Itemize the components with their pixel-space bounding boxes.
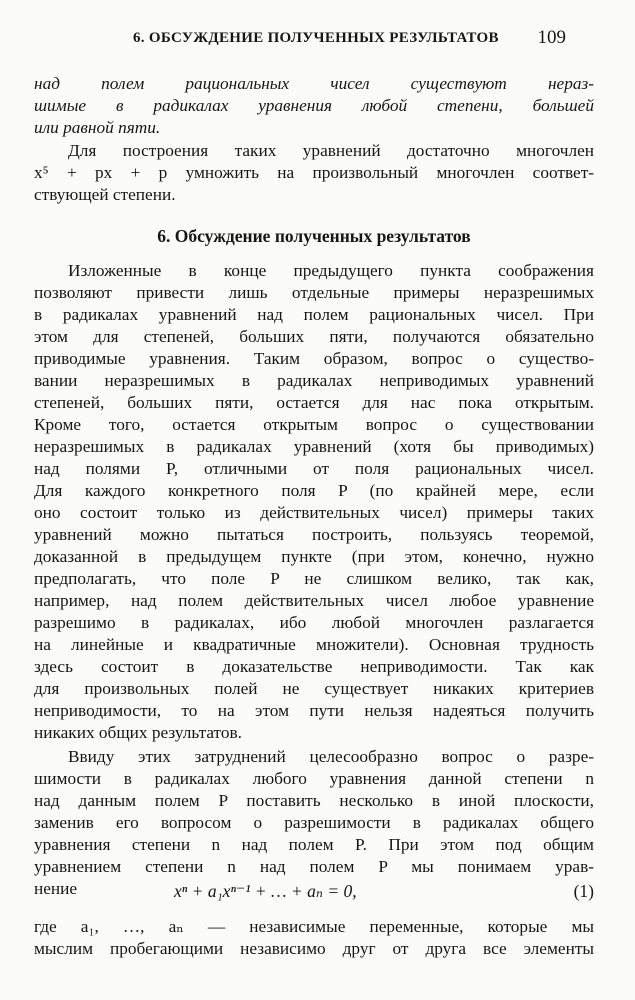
p1-line: позволяют привести лишь отдельные примеры неразрешимых [34, 283, 594, 302]
p1-line: например, над полем действительных чисел любое уравнение [34, 591, 594, 610]
p2-line: уравнения степени n над полем P. При этом под общим [34, 835, 594, 854]
intro-italic-line-3: или равной пяти. [34, 118, 161, 137]
p1-line: Для каждого конкретного поля P (по крайней мере, если [34, 481, 594, 500]
p2-line: уравнением степени n над полем P мы понимаем урав- [34, 857, 594, 876]
p1-line: вании неразрешимых в радикалах неприводимых уравнений [34, 371, 594, 390]
intro-line-1: Для построения таких уравнений достаточно многочлен [68, 141, 594, 160]
equation-number: (1) [573, 881, 594, 901]
p3-line: мыслим пробегающими независимо друг от друга все элементы [34, 939, 594, 958]
equation-expression: xⁿ + a₁xⁿ⁻¹ + … + aₙ = 0, [174, 881, 357, 901]
p3-line: где a₁, …, aₙ — независимые переменные, которые мы [34, 917, 594, 936]
page-number: 109 [537, 27, 566, 48]
p1-line: неприводимости, то на этом пути нельзя надеяться получить [34, 701, 594, 720]
p1-line: уравнений можно пытаться построить, пользуясь теоремой, [34, 525, 594, 544]
p1-line: здесь состоит в доказательстве неприводимости. Так как [34, 657, 594, 676]
p1-line: разрешимо в радикалах, ибо любой многочлен разлагается [34, 613, 594, 632]
section-heading: 6. Обсуждение полученных результатов [157, 226, 471, 246]
p1-line: этом для степеней, больших пяти, получаются обязательно [34, 327, 594, 346]
p1-line: на линейные и квадратичные множители). Основная трудность [34, 635, 594, 654]
p1-line: Кроме того, остается открытым вопрос о существовании [34, 415, 594, 434]
p1-line: над полями P, отличными от поля рациональных чисел. [34, 459, 594, 478]
p1-line: степеней, больших пяти, остается для нас пока открытым. [34, 393, 594, 412]
p2-line: над данным полем P поставить несколько в иной плоскости, [34, 791, 594, 810]
header-title: 6. ОБСУЖДЕНИЕ ПОЛУЧЕННЫХ РЕЗУЛЬТАТОВ [133, 30, 499, 46]
p2-line: заменив его вопросом о разрешимости в радикалах общего [34, 813, 594, 832]
p2-line: шимости в радикалах любого уравнения данной степени n [34, 769, 594, 788]
running-header [133, 27, 603, 48]
intro-italic-line-1: над полем рациональных чисел существуют нераз- [34, 74, 594, 93]
p1-line: для произвольных полей не существует никаких критериев [34, 679, 594, 698]
p1-line: приводимые уравнения. Таким образом, вопрос о существо- [34, 349, 594, 368]
p1-line: никаких общих результатов. [34, 723, 242, 742]
p1-line: оно состоит только из действительных чисел) примеры таких [34, 503, 594, 522]
p2-line: Ввиду этих затруднений целесообразно вопрос о разре- [68, 747, 594, 766]
intro-line-2: x⁵ + px + p умножить на произвольный многочлен соответ- [34, 163, 594, 182]
p1-line: доказанной в предыдущем пункте (при этом, конечно, нужно [34, 547, 594, 566]
p1-line: предполагать, что поле P не слишком велико, так как, [34, 569, 594, 588]
intro-italic-line-2: шимые в радикалах уравнения любой степени, большей [34, 96, 594, 115]
p1-line: в радикалах уравнений над полем рациональных чисел. При [34, 305, 594, 324]
p1-line: неразрешимых в радикалах уравнений (хотя бы приводимых) [34, 437, 594, 456]
p2-line: нение [34, 879, 78, 898]
p1-line: Изложенные в конце предыдущего пункта соображения [68, 261, 594, 280]
intro-line-3: ствующей степени. [34, 185, 176, 204]
